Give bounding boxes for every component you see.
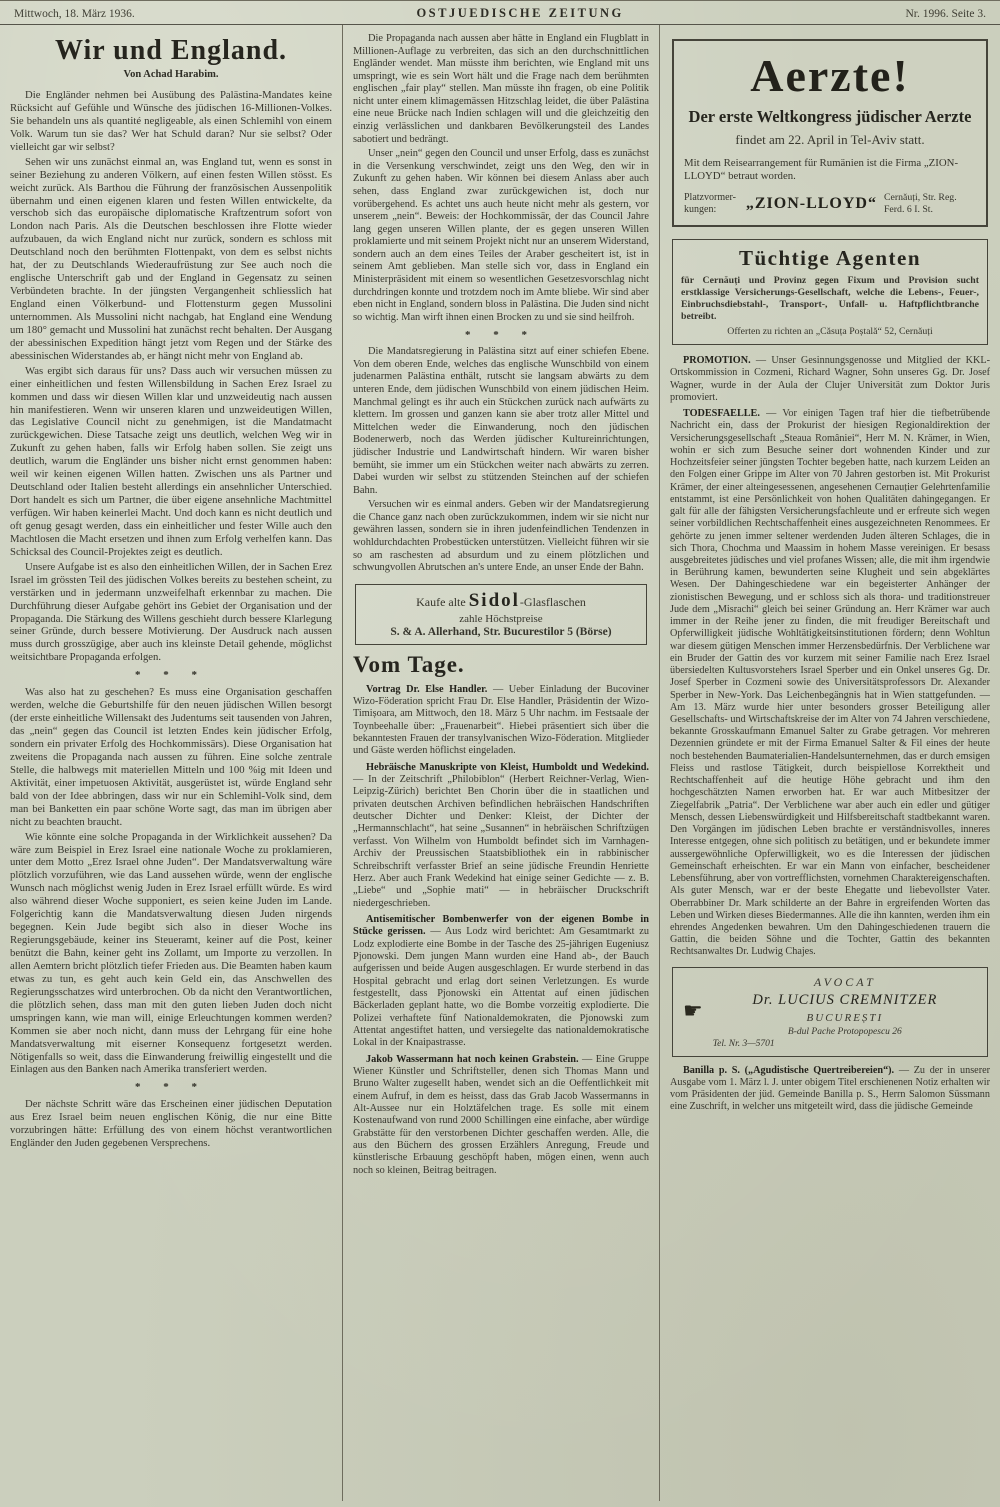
news-item: [353, 914, 649, 1050]
aerzte-ad-info: Mit dem Reisearrangement für Rumänien ist die Firma „ZION-LLOYD“ betraut worden.: [684, 157, 959, 183]
article-paragraph: Die Mandatsregierung in Palästina sitzt auf einer schiefen Ebene. Von dem oberen Ende, welches das englische Wunschbild von einem judenarmen Palästina enthält, rutscht sie langsam abwärts zu dem unteren Ende, dem jüdischen Wunschbild von einem jüdischen Heim. Manchmal gelingt es ihr auch ein Stückchen zurück nach aufwärts zu klettern. Im grossen und ganzen kann sie aber trotz aller Mittel und Mittelchen weder die Einwanderung, noch den jüdischen Bodenerwerb, noch das Werden jüdischer Kultureinrichtungen, jüdischer Industrie und Landwirtschaft hindern. Wir waren bisher bemüht, sie immer um ein Stückchen weiter nach abwärts zu zerren. Dabei wurden wir selbst zu stützenden Steinchen auf der schiefen Bahn.: [353, 346, 649, 496]
aerzte-ad-subtitle: Der erste Weltkongress jüdischer Aerzte: [688, 107, 972, 126]
agenten-ad-text: für Cernăuți und Provinz gegen Fixum und Provision sucht erstklassige Versicherungs-Gesellschaft, welche die Lebens-, Feuer-, Einbruchsdiebstahl-, Transport-, Unfall- u. Haftpflichtbranche betreibt.: [681, 275, 979, 323]
header-masthead: OSTJUEDISCHE ZEITUNG: [416, 6, 624, 20]
promotion-notice: [670, 355, 990, 404]
column-right: [660, 25, 1000, 1501]
article-paragraph: Die Engländer nehmen bei Ausübung des Palästina-Mandates keine Rücksicht auf Gefühle und Wünsche des jüdischen 16-Millionen-Volkes. Sie behandeln uns als quantité negligeable, als einen Schlemihl von einem Volk. Warum tun sie das? Wer hat Schuld daran? Nur sie selbst? Oder vielleicht gar wir selbst?: [10, 89, 332, 153]
banilla-lead: Banilla p. S. („Agudistische Quertreibereien“).: [683, 1064, 895, 1076]
vom-tage-section-title: Vom Tage.: [353, 651, 465, 677]
avocat-profession: AVOCAT: [813, 974, 876, 989]
sidol-ad-headline: [360, 590, 642, 612]
obituary-lead: TODESFAELLE.: [683, 408, 760, 420]
aerzte-congress-ad: [672, 39, 988, 227]
news-item-text: — In der Zeitschrift „Philobiblon“ (Herbert Reichner-Verlag, Wien-Leipzig-Zürich) berichtet Ben Chorin über die in staatlichen und privaten deutschen Archiven befindlichen hebräischen Handschriften deutscher Dichter und Denker: Kleist, der Dichter der „Hermannschlacht“, hat seine „Susannen“ in hebräischen Schriftzügen verfasst. Von Wilhelm von Humboldt befindet sich im Varnhagen-Archiv der Preussischen Staatsbibliothek ein in rabbinischer Schreibschrift verfasster Brief an seine jüdische Freundin Henriette Herz. Aber auch Frank Wedekind hat einige seiner Gedichte — z. B. „Liebe“ und „Sophie mati“ — in hebräischer Druckschrift niedergeschrieben.: [353, 774, 649, 909]
agenten-ad-title: Tüchtige Agenten: [738, 246, 922, 271]
avocat-city: BUCUREȘTI: [806, 1011, 884, 1024]
news-item-text: — Aus Lodz wird berichtet: Am Gesamtmarkt zu Lodz explodierte eine Bombe in der Tasche des 25-jährigen Eugeniusz Pjonowski. Dem jungen Mann wurden eine Hand ab-, der Bauch aufgerissen und beide Augen ausgeschlagen. Er wurde sterbend in das Hospital gebracht und erlag dort seinen Verletzungen. Es wurde festgestellt, dass Pjonowski ein Attentat auf einen jüdischen Bäckerladen geplant hatte, wo die Bombe vorzeitig explodierte. Die Polizei verhaftete fünf Nationaldemokraten, die Pjonowski zum Attentat angestiftet hatten, und versiegelte das nationaldemokratische Lokal in der Knaipastrasse.: [353, 926, 650, 1049]
news-item: [353, 1054, 649, 1177]
sidol-ad: [355, 584, 647, 645]
article-paragraph: Unser „nein“ gegen den Council und unser Erfolg, dass es zunächst in die Versenkung verschwindet, zeigt uns den Weg, den wir in Zukunft zu gehen haben. Wir können bei diesem Anlass aber auch sehen, dass England zwar zurückgewichen ist, doch nur vorübergehend. Es achtet uns auch heute nicht mehr als gestern, vor unserem „nein“. Beweis: der Hochkommissär, der das Council Jahre lang gegen unseren Willen plante, der es gegen unseren Willen proklamierte und mit seinem Projekt nicht nur an unserem Widerstand, sondern auch an dem eines Teiles der Araber gescheitert ist, ist in seinem Amt geblieben. Man stelle sich vor, dass in England ein Ministerpräsident mit einem so wesentlichen Gesetzesvorschlag nicht durchdringen konnte und trotzdem noch im Amte bliebe. Wir sind aber eben nicht in England, sondern bloss in Palästina. Die Juden sind nicht so wichtig. Man wirft ihnen einen Brocken zu und sie sind heilfroh.: [353, 148, 649, 323]
article-byline: Von Achad Harabim.: [123, 69, 219, 80]
sidol-ad-address: S. & A. Allerhand, Str. Bucurestilor 5 (Börse): [390, 625, 612, 638]
stars-separator: * * *: [465, 329, 537, 342]
booking-label: Platzvormer- kungen:: [684, 192, 737, 215]
agenten-job-ad: [672, 239, 988, 345]
news-item-lead: Vortrag Dr. Else Handler.: [366, 683, 488, 695]
promotion-lead: PROMOTION.: [683, 355, 751, 367]
article-paragraph: Was also hat zu geschehen? Es muss eine Organisation geschaffen werden, welche die Geburtshilfe für den neuen jüdischen Willen besorgt (der erste einheitliche Willensakt des Judentums seit tausenden von Jahren, das „nein“ gegen das Council ist letzten Endes kein jüdischer Erfolg, sondern ein privater Erfolg des Hochkommissärs). Diese Organisation hat zweitens die Propaganda nach aussen zu führen. Eine solche zentrale Stelle, die halbwegs mit materiellen Mitteln und 100 %ig mit Ideen und Aktivität, einer impetuosen Aktivität, ausgerüstet ist, würde England sehr bald von der Idee abbringen, dass wir nur ein Schlemihl-Volk sind, dem man bei Banketten ein paar schöne Worte sagt, das man im übrigen aber nicht zu beachten braucht.: [10, 686, 332, 828]
article-paragraph: Sehen wir uns zunächst einmal an, was England tut, wenn es sonst in seiner Beziehung zu anderen Völkern, auf einen festen Willen stösst. Es weicht zurück. Als Barthou die Führung der französischen Aussenpolitik übernahm und einen eigenen klaren und festen Willen entwickelte, da verschob sich das europäische diplomatische Kraftzentrum sofort von London nach Paris. Als die Deutschen beschlossen ihre Flotte wieder aufzubauen, da wich England nicht nur zurück, sondern es schloss mit Deutschland noch den berühmten Flottenpakt, von dem es selbst nichts hat, der zu Deutschlands Wiederaufrüstung zur See auch noch die englische Unterschrift gab und der England in Gegensatz zu seinen Verbündeten brachte. In der jüngsten Vergangenheit schliesslich hat England einen Völkerbund- und Flottensturm gegen Mussolini unternommen. Als Mussolini nicht nachgab, hat England eine Wendung um 180° gemacht und Mussolini hat zunächst recht behalten. Der Ausgang der abessinischen Expedition hängt jetzt vom Regen und der Stärke des abessinischen Widerstandes ab, er hängt nicht mehr von England ab.: [10, 155, 332, 362]
sidol-brand: Sidol: [468, 589, 520, 611]
banilla-text: — Zu der in unserer Ausgabe vom 1. März l. J. unter obigem Titel erschienenen Notiz erhalten wir vom Präsidenten der jüd. Gemeinde Banilla p. S., Herrn Salomon Süssmann eine Zuschrift, in welcher uns mitgeteilt wird, dass die jüdische Gemeinde: [670, 1064, 991, 1113]
page-header: [0, 0, 1000, 25]
news-item-lead: Hebräische Manuskripte von Kleist, Humboldt und Wedekind.: [366, 761, 649, 773]
news-item-text: — Ueber Einladung der Bucoviner Wizo-Föderation spricht Frau Dr. Else Handler, Präsidentin der Wizo-Timișoara, am Mittwoch, den 18. März 5 Uhr nachm. im Festsaale der Toynbeehalle über: „Frauenarbeit“. Hiebei präsentiert sich über die bekanntesten Frauen der transylvanischen Wizo-Föderation. Mitglieder und Gäste werden höflichst eingeladen.: [353, 683, 649, 757]
obituary-text: — Vor einigen Tagen traf hier die tiefbetrübende Nachricht ein, dass der Prokurist der hiesigen Regionaldirektion der Versicherungsgesellschaft „Steaua României“, Herr M. N. Krämer, in Wien, wohin er sich zum Besuche seiner dort wohnenden Kinder und zur Hochzeitsfeier seiner jüngsten Tochter begeben hatte, nach kurzem Leiden an den Folgen einer Grippe im Alter von 70 Jahren gestorben ist. Mit Prokurist Krämer, der einer alteingesessenen, angesehenen Cernauțier Gelehrtenfamilie entstammt, ist eine Persönlichkeit von hohen Qualitäten dahingegangen. Er galt für alle der fähigsten Versicherungsfachleute und er erfreute sich wegen seiner vorbildlichen Rechtschaffenheit eines ausgezeichneten Renommees. Er gehörte zu jenen immer seltener werdenden Juden älteren Schlages, die in sich Thora, Chochma und Maassim in hohem Masse vereinigen. Er besass ausgebreitetes jüdisches und viel profanes Wissen; alle, die mit ihm irgendwie in Berührung kamen, bewunderten seine Klugheit und sein abgeklärtes Wesen. Der Dahingeschiedene war ein begeisterter Anhänger der zionistischen Bewegung, und er schloss sich als thora- und traditionstreuer Jude dem „Misrachi“ gleich bei seiner Gründung an. Herr Krämer war auch immer in der Reihe jener zu finden, die mit freudiger Bereitschaft und Opferwilligkeit jüdische Wohltätigkeitsinstitutionen fördern; denn Wohltun war diesem gütigen Menschen immer Herzensbedürfnis. Der Verblichene war ein Bruder der Gattin des vor kurzem mit seiner Familie nach Erez Israel übersiedelten Kultusvorstehers Israel Sperber und ein Onkel unseres Gg. Dr. Josef Sperber in Cozmeni sowie des Universitätsprofessors Dr. Alexander Sperber in New-York. Das Leichenbegängnis hat in Wien stattgefunden. — Am 13. März wurde hier unter besonders grosser Beteiligung aller Gesellschafts- und Wirtschaftskreise der im Alter von 74 Jahren verschiedene, bekannte Grosskaufmann Emanuel Salter zu Grabe getragen. Vor mehreren Dezennien gründete er mit der Firma Emanuel Salter & Fil eines der heute noch bestehenden Baumaterialien-Handelsunternehmen, das er durch emsigen Fleiss und rastlose Tätigkeit, durch beispiellose Korrektheit und Rechtschaffenheit auf die heutige Höhe gebracht und ihm den hochgeschätzten Namen erworben hat. Er war auch Mitbesitzer der Ziegelfabrik „Patria“. Der Verblichene war aber auch ein edler und gütiger Mensch, dessen Liebenswürdigkeit und Hilfsbereitschaft stadtbekannt waren. Den Vorgängen im jüdischen Leben brachte er verständnisvolles, inneres Interesse entgegen, ohne sich politisch zu betätigen, und er bekundete immer aussergewöhnliche Opferwilligkeit, wo es die Interessen der jüdischen Gemeinschaft erheischten. Er war ein Mann von einfacher, bescheidener Lebensführung, aber von vortrefflichsten, vornehmen Charaktereigenschaften. Als guter Mensch, war er der beste Ehegatte und liebevollster Vater. Oberrabbiner Dr. Mark schilderte an der Bahre in ergreifenden Worten das Leben und Wirken dieses Biedermannes. Alle die ihn kannten, werden ihm ein ehrendes Angedenken bewahren. Um den Dahingeschiedenen trauern die Gattin, die beiden Söhne und die Tochter, Gattin des bekannten Rechtsanwaltes Dr. Ludwig Chajes.: [670, 408, 991, 958]
news-item-lead: Antisemitischer Bombenwerfer von der eigenen Bombe in Stücke gerissen.: [353, 913, 649, 938]
aerzte-ad-booking: [684, 192, 976, 216]
stars-separator: * * *: [135, 669, 207, 682]
header-issue-page: Nr. 1996. Seite 3.: [905, 8, 986, 20]
news-item-lead: Jakob Wassermann hat noch keinen Grabstein.: [366, 1053, 579, 1065]
agenten-ad-footer: Offerten zu richten an „Căsuța Poștală“ 52, Cernăuți: [727, 326, 933, 338]
sidol-ad-pre: Kaufe alte: [416, 594, 466, 609]
article-paragraph: Die Propaganda nach aussen aber hätte in England ein Flugblatt in Millionen-Auflage zu verbreiten, das sich an den durchschnittlichen Engländer wendet. Man müsste ihm berichten, wie England mit uns umspringt, wie es sein Wort hält und die Frage nach dem berühmten englischen „fair play“ stellen. Man müsste ihn fragen, ob eine Politik nicht unter einem klimagemässen Hitzschlag leidet, die über Palästina eine neue Brücke nach Indien schlagen will und die gleichzeitig den einzig verlässlichen und dankbaren Bevölkerungsteil des Landes sabotiert und bedrängt.: [353, 33, 649, 145]
news-item: [353, 762, 649, 910]
promotion-text: — Unser Gesinnungsgenosse und Mitglied der KKL-Ortskommission in Cozmeni, Richard Wagner, Sohn unseres Gg. Dr. Josef Wagner, wurde in der Aula der Clujer Universität zum Doktor Juris promoviert.: [670, 355, 991, 403]
banilla-notice: [670, 1065, 990, 1114]
news-item-text: — Eine Gruppe Wiener Künstler und Schriftsteller, denen sich Thomas Mann und Bruno Walter zugesellt haben, wendet sich an die Oeffentlichkeit mit einem Aufruf, in dem es heisst, dass das Grab Jacob Wassermanns in Alt-Aussee nur ein Holztäfelchen trage. Es solle mit einem Kostenaufwand von rund 2000 Schillingen eine einfache, aber würdige Grabstätte für den verstorbenen Dichter geschaffen werden. Alle, die aus den Büchern des grossen Erzählers Anregung, Freude und künstlerische Erbauung geschöpft haben, mögen einen, wenn auch noch so kleinen, Beitrag beitragen.: [353, 1053, 649, 1176]
article-paragraph: Was ergibt sich daraus für uns? Dass auch wir versuchen müssen zu einer einheitlichen und festen Willensbildung in Sachen Erez Israel zu kommen und dass wir diesen Willen klar und unzweideutig nach aussen hin manifestieren. Wenn wir unseren klaren und unzweideutigen Willen, das Legislative Council nicht zu genehmigen, ist die Mandatmacht zurückgewichen. Diese Tatsache zeigt uns deutlich, welchen Weg wir in Zukunft zu gehen haben, falls wir Erfolg haben sollen. Sie zeigt uns deutlich, warum die Engländer uns bisher nicht ernst genommen haben: weil wir keinen eigenen Willen hatten. Zwischen uns als Partner und Deutschland oder Italien besteht allerdings ein ansehnlicher Unterschied. Dort handelt es sich um Partner, die über eigene ansehnliche Machtmittel verfügen. Wir haben keinerlei Macht. Und doch kann es nicht deutlich und oft genug gesagt werden, dass ein einheitlicher und fester Wille auch den Machtlosen die Macht ersetzen und ihnen zum Erfolg verhelfen kann. Das Schicksal des Council-Projektes zeigt es deutlich.: [10, 364, 332, 558]
zion-lloyd-brand: „ZION-LLOYD“: [745, 194, 877, 212]
article-paragraph: Der nächste Schritt wäre das Erscheinen einer jüdischen Deputation aus Erez Israel beim neuen englischen König, die nur eine Bitte vorzubringen hätte: Erfüllung des von einem höchst verantwortlichen Engländer den Juden gegebenen Versprechens.: [10, 1098, 332, 1150]
sidol-ad-offer: zahle Höchstpreise: [459, 612, 543, 625]
column-left: [0, 25, 342, 1501]
pointing-hand-icon: ☛: [683, 999, 703, 1025]
booking-address: Cernăuți, Str. Reg. Ferd. 6 I. St.: [883, 191, 957, 215]
aerzte-ad-date: findet am 22. April in Tel-Aviv statt.: [735, 132, 925, 147]
avocat-street: B-dul Pache Protopopescu 26: [787, 1026, 902, 1037]
article-paragraph: Unsere Aufgabe ist es also den einheitlichen Willen, der in Sachen Erez Israel im grössten Teil des jüdischen Volkes bereits zu bestehen scheint, zu verstärken und in jedermann unzweifelhaft erkennbar zu machen. Die Durchführung dieser Aufgabe gehört ins Gebiet der Organisation und der Propaganda. Die Stärkung des Willens geschieht durch bessere Klarlegung seiner Gründe, durch bessere Motivierung. Der Ausdruck nach aussen muss durch grosszügige, aber auch ins kleinste Detail gehende, möglichst weitsichtbare Propaganda erfolgen.: [10, 560, 332, 664]
news-item: [353, 684, 649, 758]
sidol-ad-post: -Glasflaschen: [519, 594, 586, 609]
aerzte-ad-title: Aerzte!: [750, 50, 910, 101]
obituary-notice: [670, 408, 990, 959]
avocat-ad-body: [713, 975, 977, 1049]
article-paragraph: Versuchen wir es einmal anders. Geben wir der Mandatsregierung die Chance ganz nach oben zurückzukommen, indem wir sie nicht nur gewähren lassen, sondern sie in ihren judenfeindlichen Tendenzen in wohldurchdachten Probestücken unterstützen. Vielleicht führen wir sie so am raschesten ad absurdum und zu einem plötzlichen und schwungvollen Abrutschen an's untere Ende, an unser Ende der Bahn.: [353, 499, 649, 574]
header-date: Mittwoch, 18. März 1936.: [14, 8, 135, 20]
article-paragraph: Wie könnte eine solche Propaganda in der Wirklichkeit aussehen? Da wäre zum Beispiel in Erez Israel eine nationale Woche zu proklamieren, unter dem Motto „Erez Israel ohne Juden“. Der Mandatsverwaltung wäre plötzlich vorzuführen, wie das Land aussehen würde, wenn der englische Wunsch nach möglichst wenig Juden in Erez Israel erfüllt würde. Es wird also während dieser Woche supponiert, es seien keine Juden im Lande. Folgerichtig kann die Mandatsverwaltung diesen Juden nirgends begegnen. Kein Jude begibt sich also in dieser Woche ins Regierungsgebäude, keiner ins Steueramt, keiner auf die Post, keiner benützt die Bahn, keiner geht ins Zollamt, um Importe zu verzollen. In allen Aemtern bricht plötzlich tiefer Frieden aus. Die Beamten haben kaum etwas zu tun, es geht auch kein Geld ein, das Anschwellen des Regierungsschatzes wird unterbrochen. Ob da nicht den Verantwortlichen, die plötzlich sehen, dass man mit den guten lieben Juden doch nicht umspringen kann, wie man will, einige Erleuchtungen kommen werden? Kommen sie aber noch nicht, dann muss der Lehrgang für eine hohe Mandatsverwaltung mit eiserner Konsequenz fortgesetzt werden. Nötigenfalls so weit, dass die Einwanderung freiwillig eingestellt und die Einlagen aus den Banken nach Amerika transferiert werden.: [10, 830, 332, 1076]
columns-container: [0, 25, 1000, 1501]
column-middle: [342, 25, 660, 1501]
article-title: Wir und England.: [54, 35, 288, 66]
avocat-phone: Tel. Nr. 3—5701: [712, 1038, 775, 1049]
avocat-name: Dr. LUCIUS CREMNITZER: [752, 991, 938, 1008]
avocat-ad: [672, 967, 988, 1057]
stars-separator: * * *: [135, 1081, 207, 1094]
